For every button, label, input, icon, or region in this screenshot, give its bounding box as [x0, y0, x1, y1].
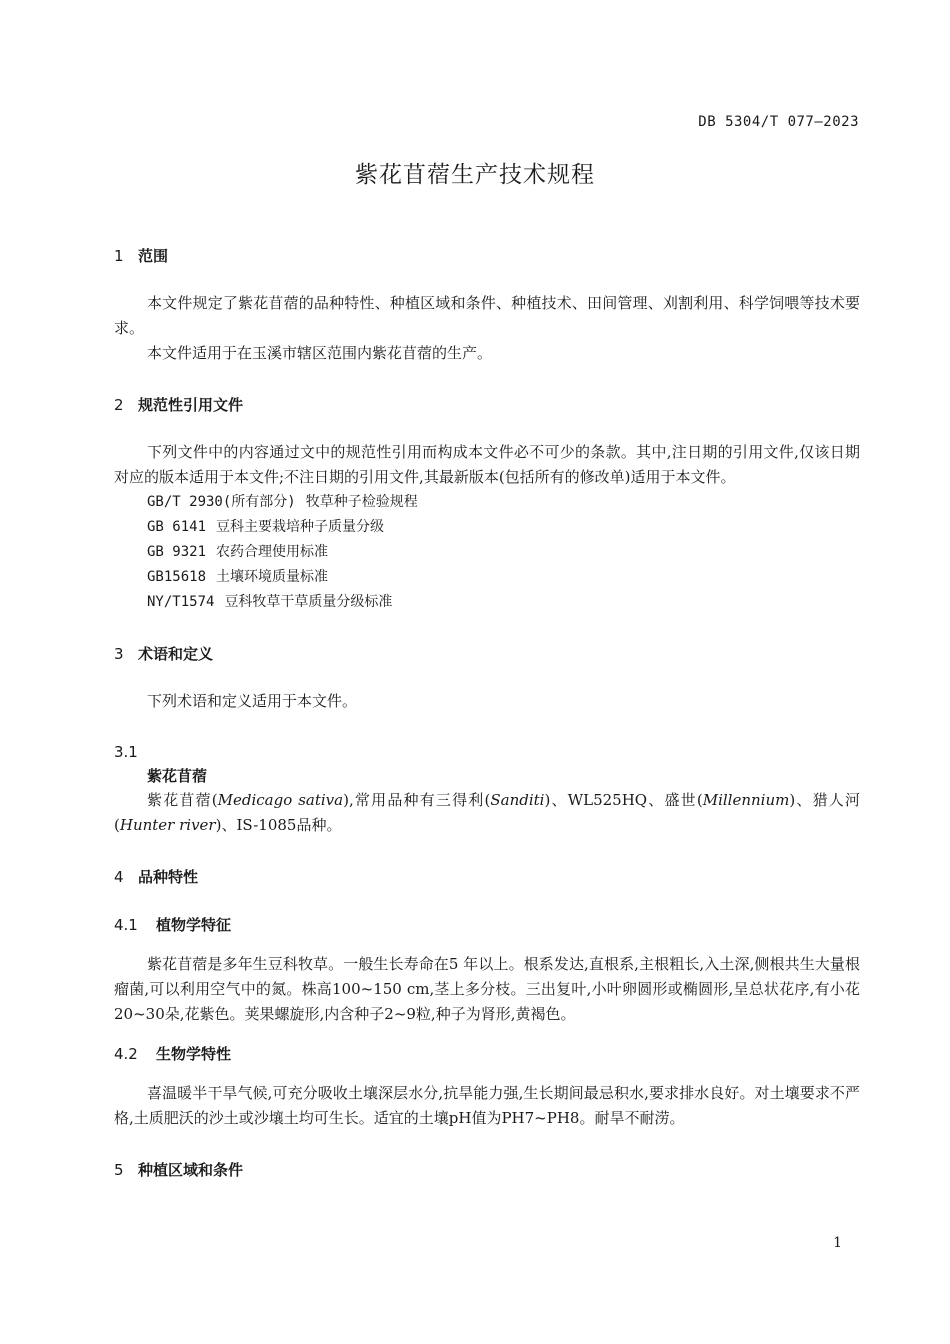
- reference-code: GB15618: [147, 569, 207, 585]
- section-number: 5: [114, 1161, 124, 1179]
- reference-item: [114, 515, 860, 540]
- paragraph: 本文件适用于在玉溪市辖区范围内紫花苜蓿的生产。: [147, 344, 493, 362]
- subsection-number: 4.1: [114, 916, 138, 934]
- document-code: DB 5304/T 077—2023: [698, 114, 859, 130]
- section-number: 3: [114, 645, 124, 663]
- section-title: 品种特性: [138, 868, 199, 886]
- term-number: 3.1: [114, 743, 138, 761]
- reference-code: GB 9321: [147, 544, 207, 560]
- section-5-heading: [114, 1157, 860, 1183]
- section-title: 规范性引用文件: [138, 396, 244, 414]
- reference-name: 土壤环境质量标准: [216, 569, 329, 585]
- section-number: 4: [114, 868, 124, 886]
- paragraph: 下列文件中的内容通过文中的规范性引用而构成本文件必不可少的条款。其中,注日期的引用文件,仅该日期对应的版本适用于本文件;不注日期的引用文件,其最新版本(包括所有的修改单)适用于本文件。: [114, 443, 860, 486]
- subsection-4-2-heading: [114, 1041, 860, 1067]
- reference-item: [114, 540, 860, 565]
- term-definition: 紫花苜蓿(Medicago sativa),常用品种有三得利(Sanditi)、WL525HQ、盛世(Millennium)、猎人河(Hunter river)、IS-1085品种。: [114, 791, 860, 834]
- paragraph: 紫花苜蓿是多年生豆科牧草。一般生长寿命在5 年以上。根系发达,直根系,主根粗长,入土深,侧根共生大量根瘤菌,可以利用空气中的氮。株高100~150 cm,茎上多分枝。三出复叶,小叶卵圆形或椭圆形,呈总状花序,有小花 20~30朵,花紫色。荚果螺旋形,内含种子2~9粒,种子为肾形,黄褐色。: [114, 955, 860, 1023]
- subsection-number: 4.2: [114, 1045, 138, 1063]
- reference-code: GB/T 2930(所有部分): [147, 494, 296, 510]
- section-number: 1: [114, 247, 124, 265]
- paragraph: 下列术语和定义适用于本文件。: [147, 692, 358, 710]
- reference-name: 牧草种子检验规程: [305, 494, 418, 510]
- section-1-heading: [114, 243, 860, 269]
- reference-item: [114, 590, 860, 615]
- section-2-heading: [114, 392, 860, 418]
- page-number: 1: [833, 1235, 842, 1251]
- reference-name: 农药合理使用标准: [216, 544, 329, 560]
- subsection-4-1-heading: [114, 912, 860, 938]
- paragraph: 喜温暖半干旱气候,可充分吸收土壤深层水分,抗旱能力强,生长期间最忌积水,要求排水良好。对土壤要求不严格,土质肥沃的沙土或沙壤土均可生长。适宜的土壤pH值为PH7~PH8。耐旱不耐涝。: [114, 1084, 860, 1127]
- reference-code: NY/T1574: [147, 594, 215, 610]
- reference-name: 豆科主要栽培种子质量分级: [216, 519, 385, 535]
- subsection-title: 植物学特征: [156, 916, 232, 934]
- document-body: [114, 243, 860, 1183]
- reference-item: [114, 565, 860, 590]
- reference-name: 豆科牧草干草质量分级标准: [224, 594, 393, 610]
- section-3-heading: [114, 641, 860, 667]
- section-title: 范围: [138, 247, 169, 265]
- paragraph: 本文件规定了紫花苜蓿的品种特性、种植区域和条件、种植技术、田间管理、刈割利用、科学饲喂等技术要求。: [114, 294, 860, 337]
- term-name: 紫花苜蓿: [147, 767, 208, 785]
- section-number: 2: [114, 396, 124, 414]
- reference-item: [114, 490, 860, 515]
- section-4-heading: [114, 864, 860, 890]
- reference-code: GB 6141: [147, 519, 207, 535]
- section-title: 种植区域和条件: [138, 1161, 244, 1179]
- subsection-title: 生物学特性: [156, 1045, 232, 1063]
- section-title: 术语和定义: [138, 645, 214, 663]
- document-title: 紫花苜蓿生产技术规程: [355, 162, 595, 188]
